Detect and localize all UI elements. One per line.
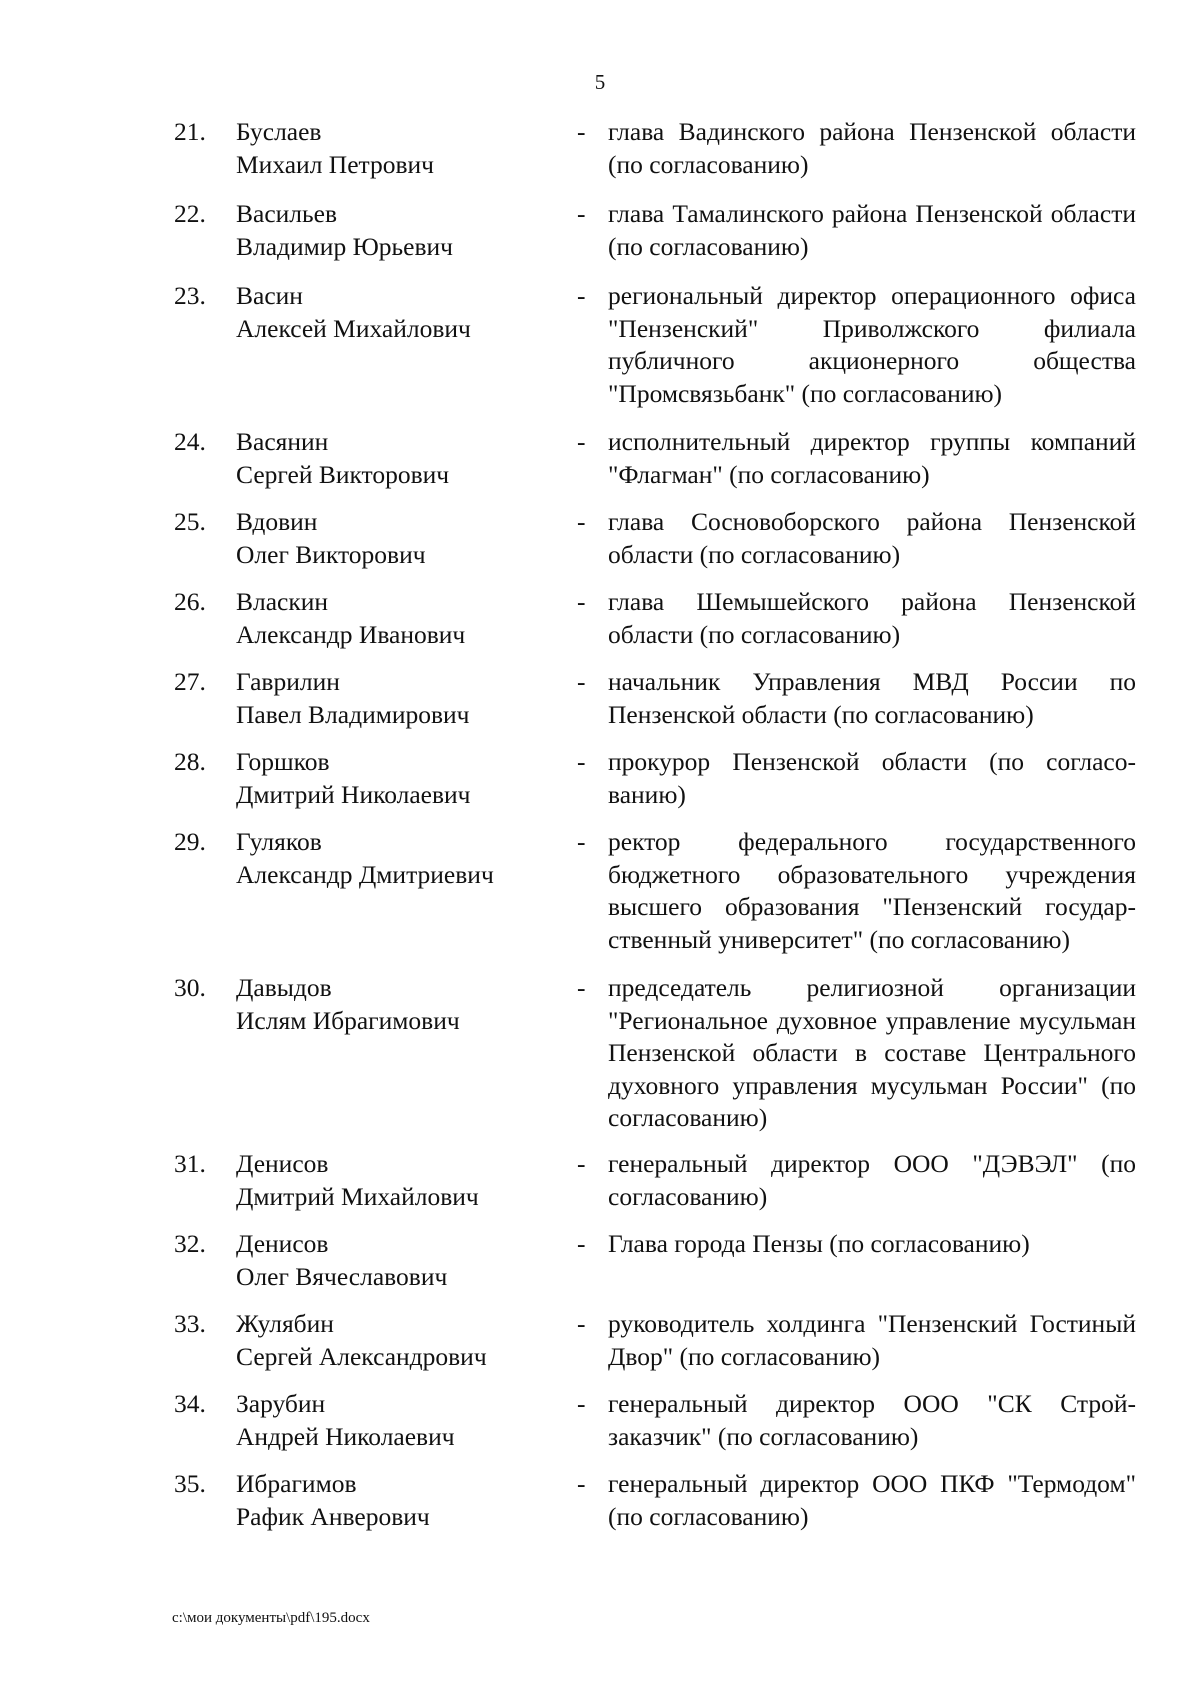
item-number: 30. bbox=[174, 973, 206, 1002]
position-description: руководитель холдинга "Пензенский Гостиный Двор" (по согласованию) bbox=[608, 1309, 1136, 1371]
item-number: 33. bbox=[174, 1309, 206, 1338]
separator-dash: - bbox=[577, 827, 586, 856]
person-name bbox=[236, 746, 556, 811]
item-number: 21. bbox=[174, 117, 206, 146]
surname: Вдовин bbox=[236, 507, 318, 536]
list-item bbox=[0, 426, 1200, 506]
given-names: Михаил Петрович bbox=[236, 149, 434, 179]
item-number: 27. bbox=[174, 667, 206, 696]
position-description: начальник Управления МВД России по Пензенской области (по согласованию) bbox=[608, 667, 1136, 729]
person-name bbox=[236, 116, 556, 181]
given-names: Олег Викторович bbox=[236, 539, 426, 569]
surname: Горшков bbox=[236, 747, 330, 776]
position-description: генеральный директор ООО "СК Строй-заказчик" (по согласованию) bbox=[608, 1389, 1136, 1451]
surname: Гуляков bbox=[236, 827, 322, 856]
position-description: глава Сосновоборского района Пензенской области (по согласованию) bbox=[608, 507, 1136, 569]
item-number: 28. bbox=[174, 747, 206, 776]
list-item bbox=[0, 586, 1200, 666]
separator-dash: - bbox=[577, 281, 586, 310]
list-item bbox=[0, 506, 1200, 586]
separator-dash: - bbox=[577, 117, 586, 146]
person-name bbox=[236, 280, 556, 345]
person-name bbox=[236, 1388, 556, 1453]
surname: Денисов bbox=[236, 1149, 329, 1178]
separator-dash: - bbox=[577, 1309, 586, 1338]
given-names: Олег Вячеславович bbox=[236, 1261, 448, 1291]
given-names: Павел Владимирович bbox=[236, 699, 470, 729]
list-item bbox=[0, 1308, 1200, 1388]
surname: Жулябин bbox=[236, 1309, 334, 1338]
position-description: региональный директор операционного офиса "Пензенский" Приволжского филиала публичного акционерного общества "Промсвязьбанк" (по согласованию) bbox=[608, 281, 1136, 408]
person-name bbox=[236, 1468, 556, 1533]
position-description: исполнительный директор группы компаний "Флагман" (по согласованию) bbox=[608, 427, 1136, 489]
separator-dash: - bbox=[577, 427, 586, 456]
person-name bbox=[236, 826, 556, 891]
item-number: 35. bbox=[174, 1469, 206, 1498]
list-item bbox=[0, 826, 1200, 972]
item-number: 25. bbox=[174, 507, 206, 536]
page-number: 5 bbox=[594, 70, 606, 94]
given-names: Сергей Александрович bbox=[236, 1341, 487, 1371]
surname: Давыдов bbox=[236, 973, 332, 1002]
separator-dash: - bbox=[577, 507, 586, 536]
list-item bbox=[0, 1388, 1200, 1468]
position-description: генеральный директор ООО ПКФ "Термодом" (по согласованию) bbox=[608, 1469, 1136, 1531]
surname: Денисов bbox=[236, 1229, 329, 1258]
item-number: 31. bbox=[174, 1149, 206, 1178]
list-item bbox=[0, 1228, 1200, 1308]
separator-dash: - bbox=[577, 587, 586, 616]
given-names: Сергей Викторович bbox=[236, 459, 450, 489]
list-item bbox=[0, 1468, 1200, 1548]
separator-dash: - bbox=[577, 973, 586, 1002]
separator-dash: - bbox=[577, 1469, 586, 1498]
surname: Васин bbox=[236, 281, 303, 310]
person-name bbox=[236, 1228, 556, 1293]
surname: Васильев bbox=[236, 199, 338, 228]
given-names: Дмитрий Николаевич bbox=[236, 779, 471, 809]
person-name bbox=[236, 198, 556, 263]
position-description: глава Вадинского района Пензенской области (по согласованию) bbox=[608, 117, 1136, 179]
item-number: 24. bbox=[174, 427, 206, 456]
surname: Буслаев bbox=[236, 117, 322, 146]
person-name bbox=[236, 506, 556, 571]
position-description: генеральный директор ООО "ДЭВЭЛ" (по согласованию) bbox=[608, 1149, 1136, 1211]
list-item bbox=[0, 666, 1200, 746]
given-names: Владимир Юрьевич bbox=[236, 231, 453, 261]
given-names: Алексей Михайлович bbox=[236, 313, 471, 343]
surname: Васянин bbox=[236, 427, 329, 456]
position-description: глава Тамалинского района Пензенской области (по согласованию) bbox=[608, 199, 1136, 261]
given-names: Андрей Николаевич bbox=[236, 1421, 455, 1451]
item-number: 32. bbox=[174, 1229, 206, 1258]
person-name bbox=[236, 426, 556, 491]
separator-dash: - bbox=[577, 1229, 586, 1258]
item-number: 34. bbox=[174, 1389, 206, 1418]
given-names: Александр Иванович bbox=[236, 619, 466, 649]
separator-dash: - bbox=[577, 199, 586, 228]
person-name bbox=[236, 1148, 556, 1213]
list-item bbox=[0, 198, 1200, 280]
position-description: Глава города Пензы (по согласованию) bbox=[608, 1229, 1030, 1258]
item-number: 26. bbox=[174, 587, 206, 616]
position-description: прокурор Пензенской области (по согласо-ванию) bbox=[608, 747, 1136, 809]
person-name bbox=[236, 1308, 556, 1373]
given-names: Александр Дмитриевич bbox=[236, 859, 494, 889]
file-path-footer: c:\мои документы\pdf\195.docx bbox=[172, 1610, 370, 1626]
position-description: председатель религиозной организации "Региональное духовное управление мусульман Пензенской области в составе Центрального духовного управления мусульман России" (по согласованию) bbox=[608, 973, 1136, 1132]
position-description: ректор федерального государственного бюджетного образовательного учреждения высшего образования "Пензенский государ-ственный университет" (по согласованию) bbox=[608, 827, 1136, 954]
person-name bbox=[236, 972, 556, 1037]
given-names: Ислям Ибрагимович bbox=[236, 1005, 460, 1035]
surname: Зарубин bbox=[236, 1389, 326, 1418]
item-number: 29. bbox=[174, 827, 206, 856]
separator-dash: - bbox=[577, 1149, 586, 1178]
list-item bbox=[0, 972, 1200, 1148]
list-item bbox=[0, 280, 1200, 426]
position-description: глава Шемышейского района Пензенской области (по согласованию) bbox=[608, 587, 1136, 649]
person-name bbox=[236, 586, 556, 651]
separator-dash: - bbox=[577, 747, 586, 776]
surname: Гаврилин bbox=[236, 667, 340, 696]
given-names: Дмитрий Михайлович bbox=[236, 1181, 479, 1211]
list-item bbox=[0, 1148, 1200, 1228]
item-number: 22. bbox=[174, 199, 206, 228]
separator-dash: - bbox=[577, 1389, 586, 1418]
given-names: Рафик Анверович bbox=[236, 1501, 430, 1531]
list-item bbox=[0, 746, 1200, 826]
surname: Власкин bbox=[236, 587, 329, 616]
item-number: 23. bbox=[174, 281, 206, 310]
surname: Ибрагимов bbox=[236, 1469, 357, 1498]
separator-dash: - bbox=[577, 667, 586, 696]
member-list bbox=[0, 116, 1200, 1548]
person-name bbox=[236, 666, 556, 731]
list-item bbox=[0, 116, 1200, 198]
